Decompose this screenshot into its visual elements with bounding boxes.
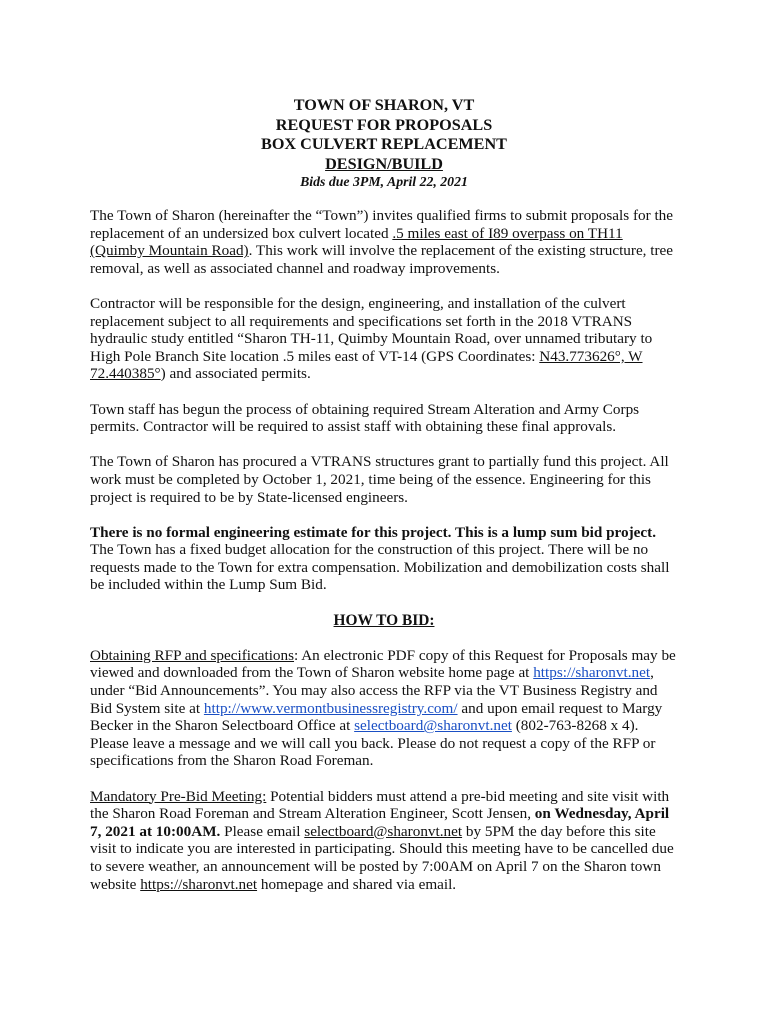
contractor-paragraph: Contractor will be responsible for the design, engineering, and installation of the culvert replacement subject to all requirements and specifications set forth in the 2018 VTRANS hydraulic study entitled “Sharon TH-11, Quimby Mountain Road, over unnamed tributary to High Pole Branch Site location .5 miles east of VT-14 (GPS Coordinates: N43.773626°, W 72.440385°) and associated permits. xyxy=(90,294,653,383)
gps-coordinates: N43.773626°, W 72.440385° xyxy=(90,347,643,383)
intro-paragraph: The Town of Sharon (hereinafter the “Town”) invites qualified firms to submit proposals for the replacement of an undersized box culvert located .5 miles east of I89 overpass on TH11 (Quimby Mountain Road). This work will involve the replacement of the existing structure, tree removal, as well as associated channel and roadway improvements. xyxy=(90,207,674,277)
permits-paragraph: Town staff has begun the process of obtaining required Stream Alteration and Army Corps permits. Contractor will be required to assist staff with obtaining these final approvals. xyxy=(90,400,640,436)
culvert-location: .5 miles east of I89 overpass on TH11 (Quimby Mountain Road) xyxy=(90,224,623,260)
pre-bid-meeting-title: Mandatory Pre-Bid Meeting: xyxy=(90,787,267,805)
obtaining-rfp-title: Obtaining RFP and specifications xyxy=(90,646,295,664)
selectboard-email-link[interactable]: selectboard@sharonvt.net xyxy=(354,717,512,735)
business-registry-link[interactable]: http://www.vermontbusinessregistry.com/ xyxy=(203,699,458,717)
sharonvt-site[interactable]: https://sharonvt.net xyxy=(140,875,258,893)
estimate-paragraph: There is no formal engineering estimate for this project. This is a lump sum bid project. The Town has a fixed budget allocation for the construction of this project. There will be no requests made to the Town for extra compensation. Mobilization and demobilization costs shall be included within the Lump Sum Bid. xyxy=(90,523,670,594)
lump-sum-notice: There is no formal engineering estimate for this project. This is a lump sum bid project. xyxy=(90,523,657,541)
selectboard-email[interactable]: selectboard@sharonvt.net xyxy=(304,822,463,840)
header-design-build: DESIGN/BUILD xyxy=(325,154,443,173)
how-to-bid-heading: HOW TO BID: xyxy=(333,611,435,629)
pre-bid-meeting-paragraph: Mandatory Pre-Bid Meeting: Potential bidders must attend a pre-bid meeting and site visit with the Sharon Road Foreman and Stream Alteration Engineer, Scott Jensen, on Wednesday, April 7, 2021 at 10:00AM. Please email selectboard@sharonvt.net by 5PM the day before this site visit to indicate you are interested in participating. Should this meeting have to be cancelled due to severe weather, an announcement will be posted by 7:00AM on April 7 on the Sharon town website https://sharonvt.net homepage and shared via email. xyxy=(90,787,674,893)
document-header xyxy=(90,96,678,190)
bids-due: Bids due 3PM, April 22, 2021 xyxy=(300,174,468,189)
header-rfp: REQUEST FOR PROPOSALS xyxy=(275,115,493,134)
grant-paragraph: The Town of Sharon has procured a VTRANS structures grant to partially fund this project. All work must be completed by October 1, 2021, time being of the essence. Engineering for this project is required to be by State-licensed engineers. xyxy=(90,453,669,506)
sharonvt-link[interactable]: https://sharonvt.net xyxy=(533,664,651,682)
obtaining-rfp-paragraph: Obtaining RFP and specifications: An electronic PDF copy of this Request for Proposals may be viewed and downloaded from the Town of Sharon website home page at https://sharonvt.net, under “Bid Announcements”. You may also access the RFP via the VT Business Registry and Bid System site at http://www.vermontbusinessregistry.com/ and upon email request to Margy Becker in the Sharon Selectboard Office at selectboard@sharonvt.net (802-763-8268 x 4). Please leave a message and we will call you back. Please do not request a copy of the RFP or specifications from the Sharon Road Foreman. xyxy=(90,646,676,770)
header-town: TOWN OF SHARON, VT xyxy=(293,96,475,114)
meeting-date: on Wednesday, April 7, 2021 at 10:00AM. xyxy=(90,805,670,840)
header-project: BOX CULVERT REPLACEMENT xyxy=(261,135,507,153)
